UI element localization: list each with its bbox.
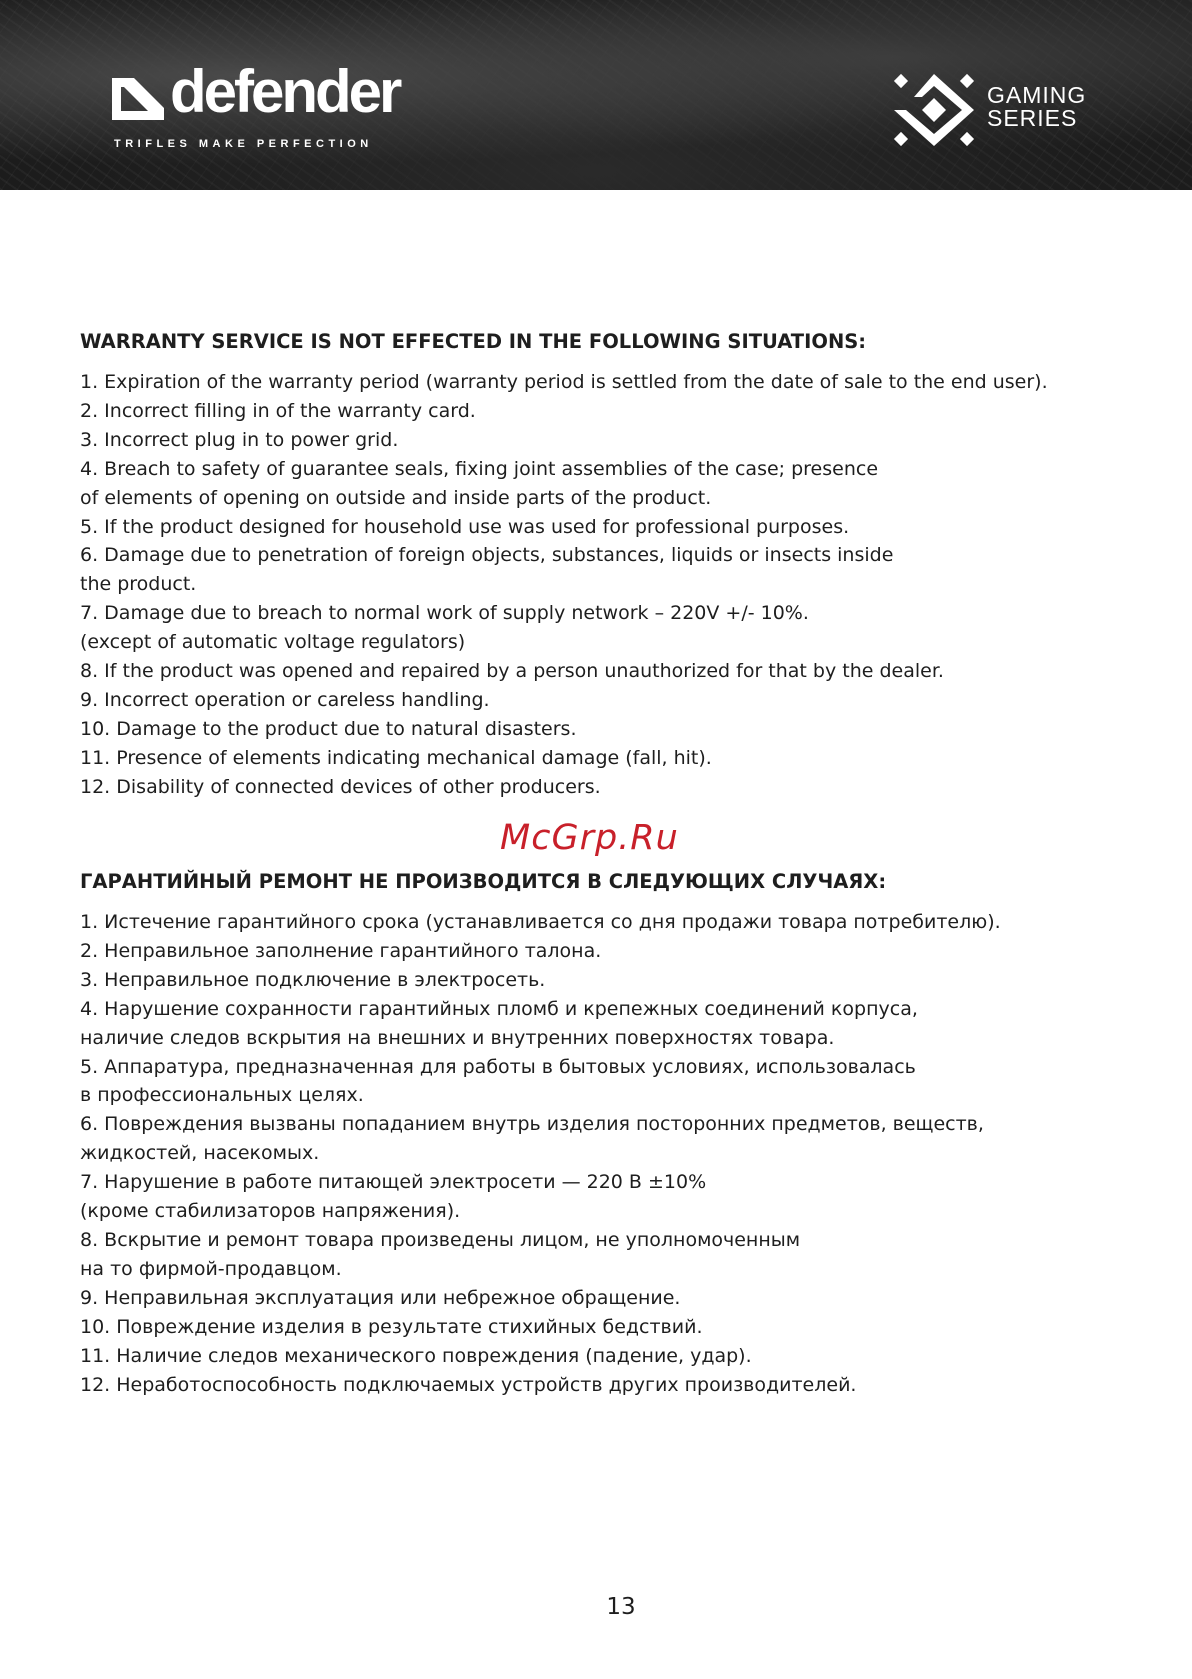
english-conditions-list: [80, 368, 1048, 802]
list-item-line: жидкостей, насекомых.: [80, 1142, 320, 1165]
list-item: [80, 937, 1001, 966]
list-item: [80, 541, 1048, 599]
gaming-series-label: [987, 84, 1086, 130]
list-item-line: на то фирмой-продавцом.: [80, 1257, 342, 1280]
list-item-line: 3. Неправильное подключение в электросеть.: [80, 968, 546, 991]
list-item: [80, 1226, 1001, 1284]
list-item-line: 3. Incorrect plug in to power grid.: [80, 428, 399, 451]
list-item-line: (except of automatic voltage regulators): [80, 631, 466, 654]
series-label: SERIES: [987, 105, 1078, 131]
defender-shield-icon: [112, 78, 164, 120]
list-item-line: 2. Неправильное заполнение гарантийного талона.: [80, 939, 602, 962]
list-item: [80, 908, 1001, 937]
list-item-line: 10. Damage to the product due to natural disasters.: [80, 717, 577, 740]
list-item: [80, 426, 1048, 455]
list-item-line: 9. Incorrect operation or careless handling.: [80, 688, 490, 711]
list-item: [80, 1284, 1001, 1313]
list-item: [80, 773, 1048, 802]
list-item-line: 1. Expiration of the warranty period (warranty period is settled from the date of sale to the end user).: [80, 371, 1048, 393]
defender-logo: [112, 58, 400, 125]
list-item: [80, 368, 1048, 397]
russian-conditions-list: [80, 908, 1001, 1399]
list-item-line: 9. Неправильная эксплуатация или небрежное обращение.: [80, 1286, 681, 1309]
page-number: 13: [606, 1594, 636, 1620]
list-item: [80, 657, 1048, 686]
list-item-line: 8. Вскрытие и ремонт товара произведены лицом, не уполномоченным: [80, 1228, 801, 1251]
list-item-line: 4. Нарушение сохранности гарантийных пломб и крепежных соединений корпуса,: [80, 997, 918, 1020]
list-item-line: the product.: [80, 573, 197, 596]
list-item-line: 8. If the product was opened and repaired by a person unauthorized for that by the dealer.: [80, 660, 944, 683]
list-item: [80, 1168, 1001, 1226]
list-item-line: наличие следов вскрытия на внешних и внутренних поверхностях товара.: [80, 1026, 835, 1049]
list-item: [80, 686, 1048, 715]
list-item: [80, 397, 1048, 426]
list-item-line: в профессиональных целях.: [80, 1084, 364, 1107]
list-item-line: 2. Incorrect filling in of the warranty card.: [80, 399, 476, 422]
list-item-line: 5. Аппаратура, предназначенная для работы в бытовых условиях, использовалась: [80, 1055, 916, 1078]
list-item-line: 4. Breach to safety of guarantee seals, fixing joint assemblies of the case; presence: [80, 457, 879, 480]
list-item-line: 7. Нарушение в работе питающей электросети — 220 В ±10%: [80, 1171, 707, 1194]
list-item-line: 6. Повреждения вызваны попаданием внутрь изделия посторонних предметов, веществ,: [80, 1113, 984, 1136]
list-item-line: 11. Наличие следов механического повреждения (падение, удар).: [80, 1344, 752, 1367]
list-item-line: of elements of opening on outside and inside parts of the product.: [80, 486, 712, 509]
list-item: [80, 715, 1048, 744]
watermark: McGrp.Ru: [500, 818, 679, 858]
gaming-diamond-icon: [888, 70, 980, 150]
list-item: [80, 1110, 1001, 1168]
list-item: [80, 599, 1048, 657]
page-header: [0, 0, 1192, 190]
list-item: [80, 995, 1001, 1053]
list-item-line: 12. Неработоспособность подключаемых устройств других производителей.: [80, 1373, 857, 1396]
list-item: [80, 1342, 1001, 1371]
gaming-label: GAMING: [987, 82, 1087, 108]
list-item: [80, 966, 1001, 995]
list-item: [80, 1371, 1001, 1400]
list-item-line: 1. Истечение гарантийного срока (устанавливается со дня продажи товара потребителю).: [80, 911, 1001, 933]
list-item: [80, 455, 1048, 513]
gaming-series-logo: [888, 70, 980, 154]
english-section-title: WARRANTY SERVICE IS NOT EFFECTED IN THE FOLLOWING SITUATIONS:: [80, 330, 867, 353]
brand-text: defender: [170, 58, 400, 125]
list-item-line: 5. If the product designed for household use was used for professional purposes.: [80, 515, 850, 538]
list-item: [80, 513, 1048, 542]
list-item-line: 6. Damage due to penetration of foreign objects, substances, liquids or insects inside: [80, 544, 894, 567]
list-item-line: 10. Повреждение изделия в результате стихийных бедствий.: [80, 1315, 703, 1338]
list-item: [80, 744, 1048, 773]
list-item: [80, 1313, 1001, 1342]
list-item-line: 7. Damage due to breach to normal work of supply network – 220V +/- 10%.: [80, 602, 809, 625]
list-item-line: (кроме стабилизаторов напряжения).: [80, 1200, 461, 1223]
list-item-line: 11. Presence of elements indicating mechanical damage (fall, hit).: [80, 746, 712, 769]
brand-tagline: TRIFLES MAKE PERFECTION: [114, 138, 373, 150]
list-item-line: 12. Disability of connected devices of other producers.: [80, 775, 601, 798]
russian-section-title: ГАРАНТИЙНЫЙ РЕМОНТ НЕ ПРОИЗВОДИТСЯ В СЛЕДУЮЩИХ СЛУЧАЯХ:: [80, 870, 887, 893]
list-item: [80, 1053, 1001, 1111]
